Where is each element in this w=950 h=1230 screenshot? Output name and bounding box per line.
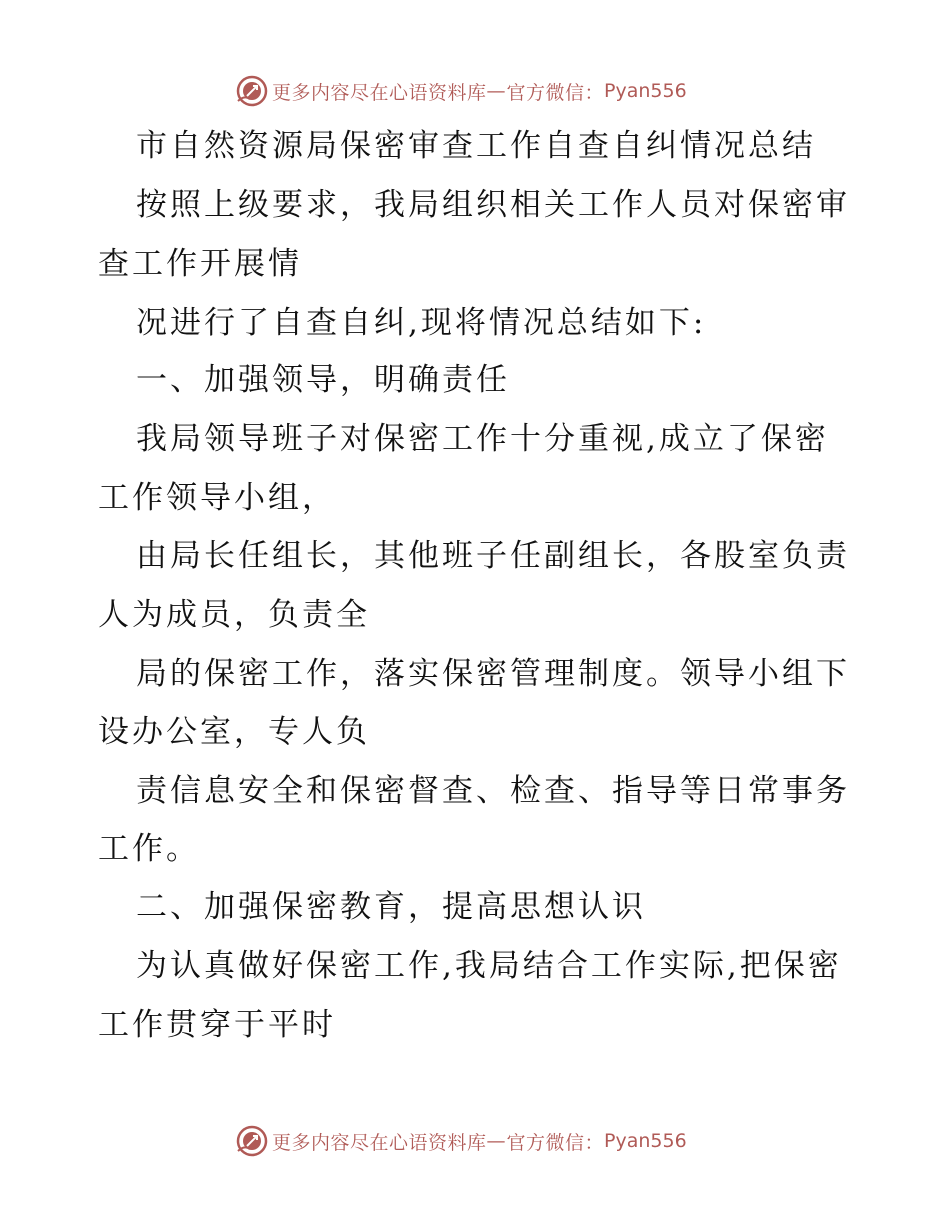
footer-watermark xyxy=(236,1124,687,1158)
paragraph-line: 局的保密工作，落实保密管理制度。领导小组下 xyxy=(136,656,850,692)
paragraph-line: 由局长任组长，其他班子任副组长，各股室负责 xyxy=(136,538,850,574)
paragraph-line: 我局领导班子对保密工作十分重视,成立了保密 xyxy=(136,421,829,457)
document-title: 市自然资源局保密审查工作自查自纠情况总结 xyxy=(136,128,816,164)
watermark-wechat-label: 官方微信： xyxy=(506,1131,605,1154)
paragraph-line: 责信息安全和保密督查、检查、指导等日常事务 xyxy=(136,773,850,809)
paragraph-line: 工作领导小组， xyxy=(98,480,336,516)
paragraph-line: 查工作开展情 xyxy=(98,246,302,282)
watermark-text: 更多内容尽在心语资料库 xyxy=(272,81,487,104)
paragraph-line: 况进行了自查自纠,现将情况总结如下: xyxy=(136,305,707,341)
paragraph-line: 工作。 xyxy=(98,831,200,867)
watermark-wechat-id: Pyan556 xyxy=(604,1130,687,1152)
section-heading-2: 二、加强保密教育，提高思想认识 xyxy=(136,889,646,925)
watermark-separator: — xyxy=(486,80,507,102)
watermark-wechat-label: 官方微信： xyxy=(506,81,605,104)
paragraph-line: 为认真做好保密工作,我局结合工作实际,把保密 xyxy=(136,948,842,984)
watermark-text: 更多内容尽在心语资料库 xyxy=(272,1131,487,1154)
header-watermark xyxy=(236,74,687,108)
watermark-separator: — xyxy=(486,1130,507,1152)
paragraph-line: 设办公室，专人负 xyxy=(98,714,370,750)
watermark-logo-icon xyxy=(236,75,268,107)
watermark-wechat-id: Pyan556 xyxy=(604,80,687,102)
paragraph-line: 工作贯穿于平时 xyxy=(98,1007,336,1043)
paragraph-line: 按照上级要求，我局组织相关工作人员对保密审 xyxy=(136,187,850,223)
section-heading-1: 一、加强领导，明确责任 xyxy=(136,362,510,398)
watermark-logo-icon xyxy=(236,1125,268,1157)
paragraph-line: 人为成员，负责全 xyxy=(98,597,370,633)
